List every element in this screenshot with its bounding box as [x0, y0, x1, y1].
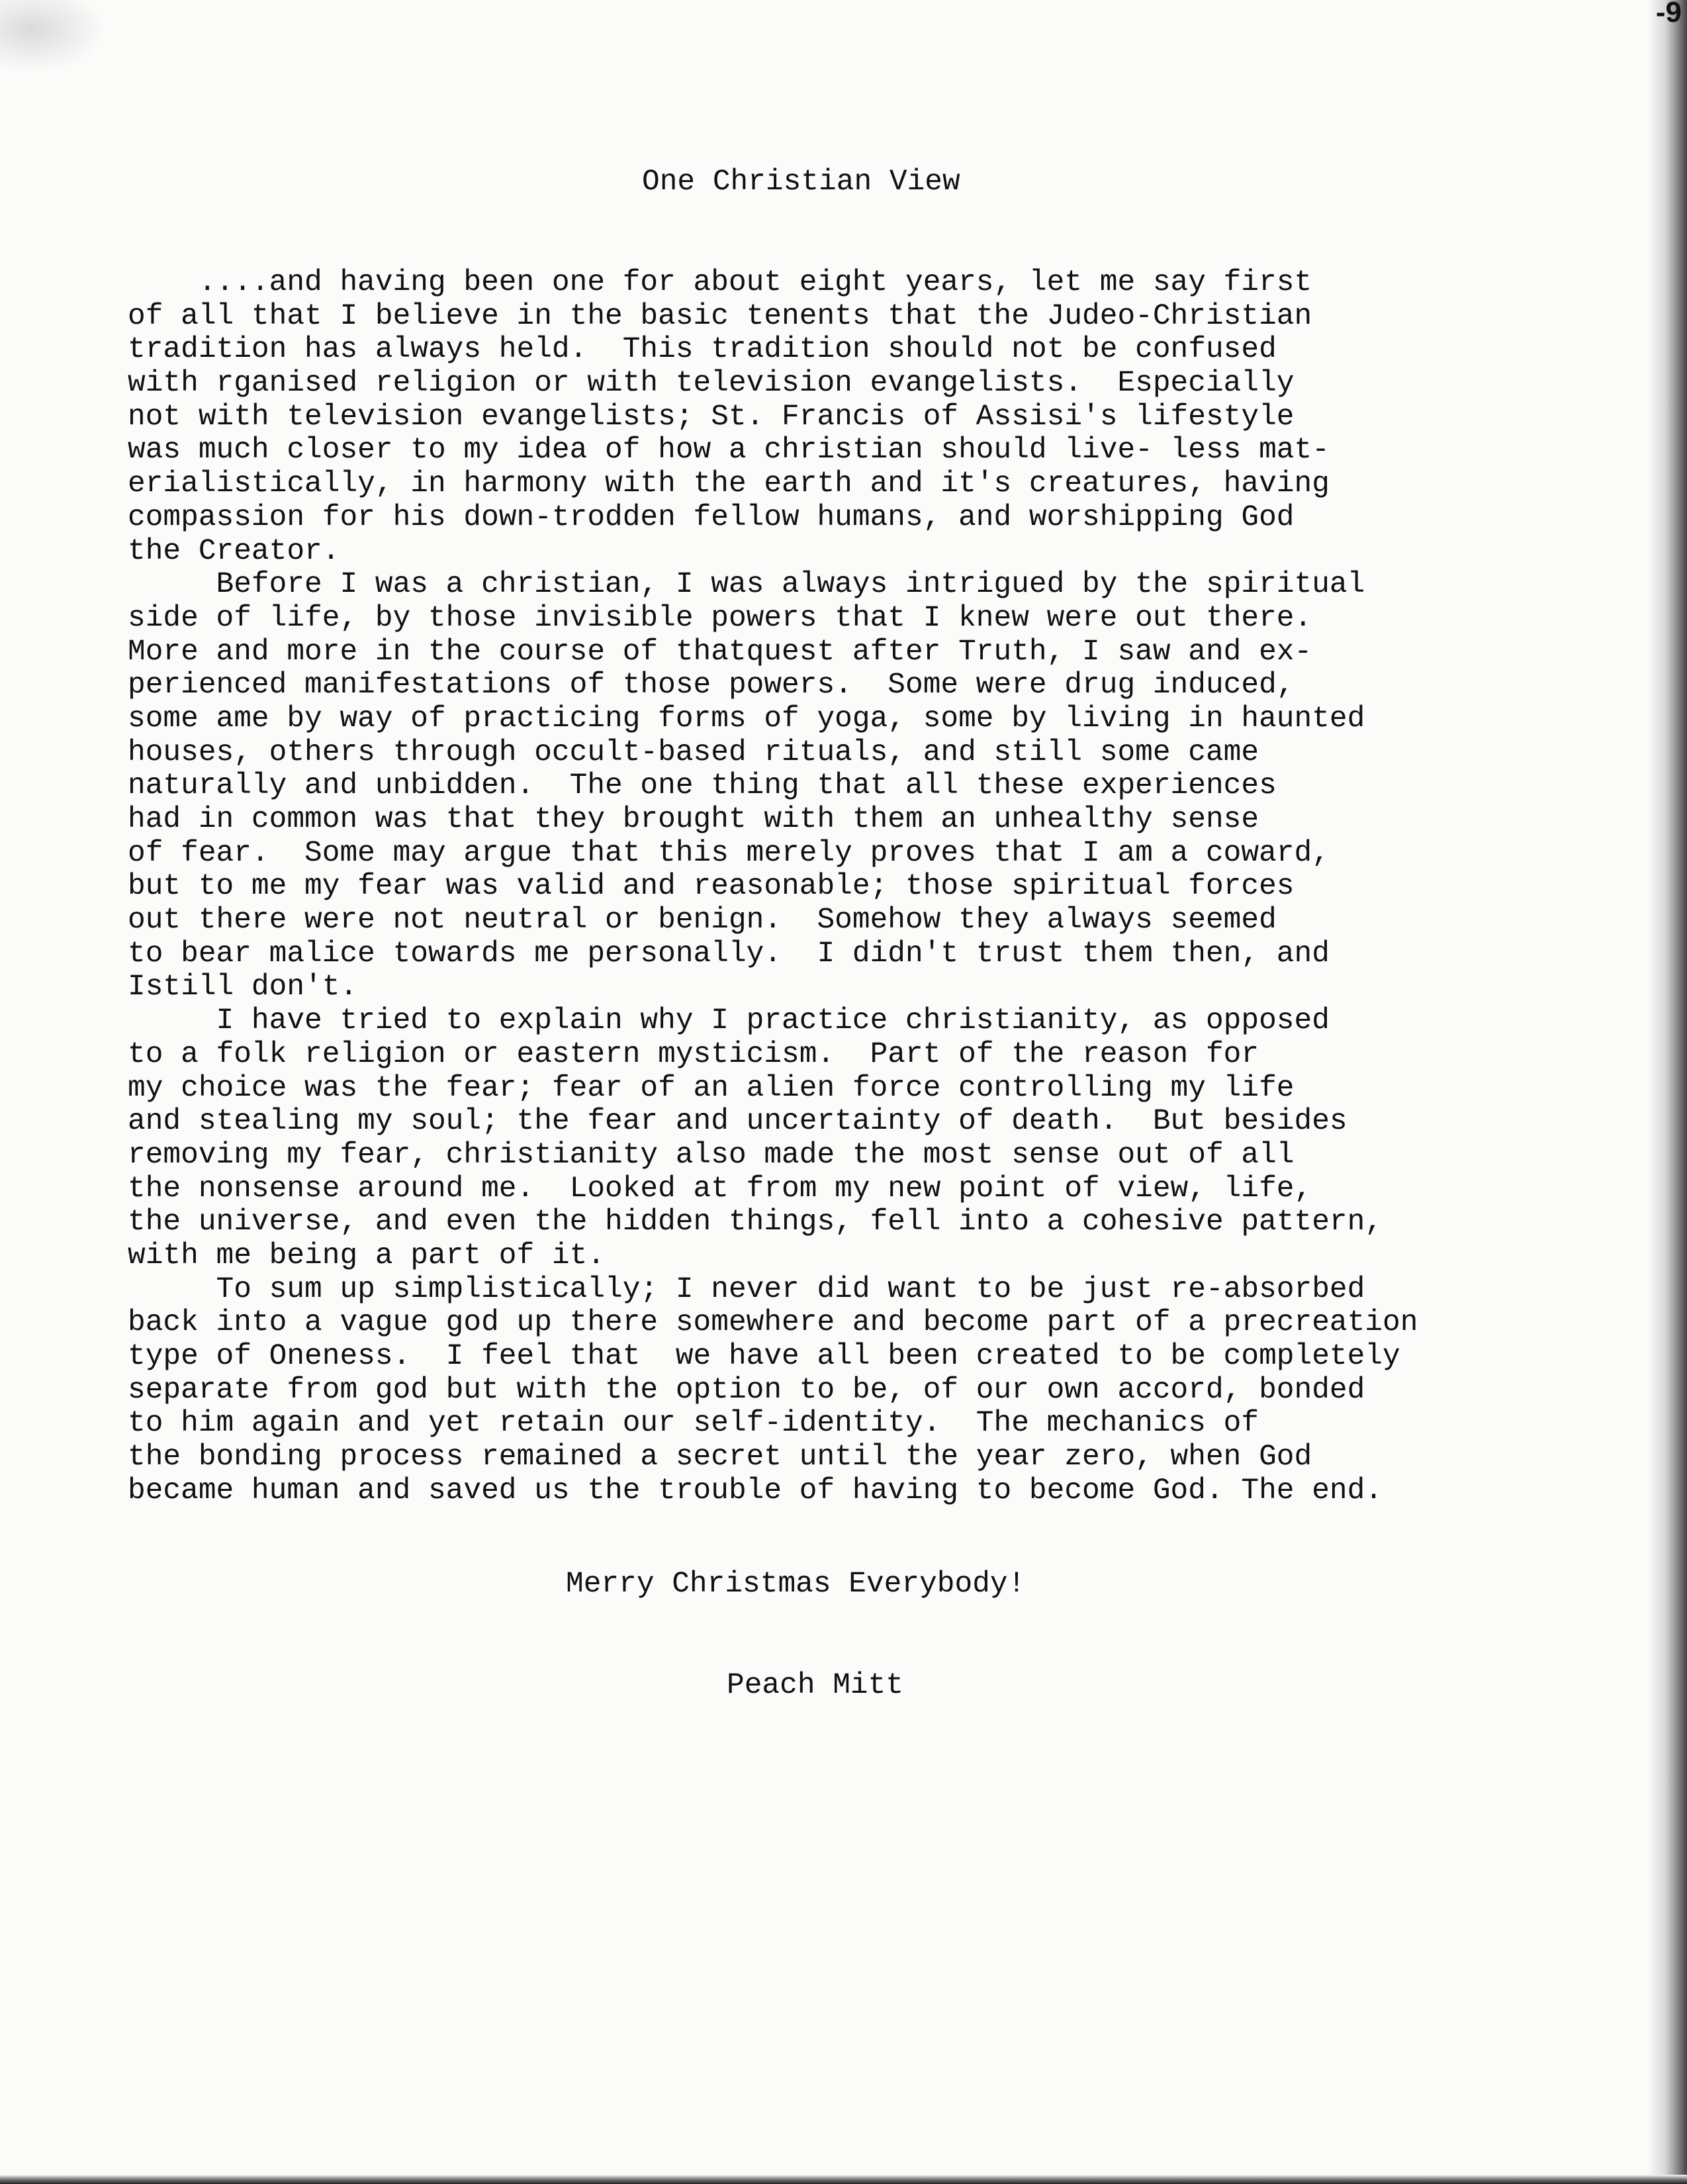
text-line: to a folk religion or eastern mysticism. Part of the reason for: [128, 1037, 1259, 1071]
text-line: side of life, by those invisible powers that I knew were out there.: [128, 601, 1312, 635]
text-line: my choice was the fear; fear of an alien force controlling my life: [128, 1071, 1295, 1105]
text-line: became human and saved us the trouble of having to become God. The end.: [128, 1474, 1383, 1507]
text-line: separate from god but with the option to be, of our own accord, bonded: [128, 1373, 1365, 1407]
text-line: with rganised religion or with television evangelists. Especially: [128, 367, 1295, 401]
text-line: the universe, and even the hidden things, fell into a cohesive pattern,: [128, 1206, 1383, 1239]
text-line: tradition has always held. This tradition should not be confused: [128, 333, 1277, 367]
text-line: to bear malice towards me personally. I didn't trust them then, and: [128, 937, 1330, 971]
scan-smudge: [0, 0, 106, 73]
text-line: To sum up simplistically; I never did want to be just re-absorbed: [128, 1272, 1365, 1306]
text-line: the Creator.: [128, 534, 340, 568]
text-line: to him again and yet retain our self-identity. The mechanics of: [128, 1407, 1259, 1441]
text-line: perienced manifestations of those powers. Some were drug induced,: [128, 669, 1295, 702]
text-line: some ame by way of practicing forms of yoga, some by living in haunted: [128, 702, 1365, 736]
text-line: naturally and unbidden. The one thing that all these experiences: [128, 769, 1277, 803]
text-line: out there were not neutral or benign. Somehow they always seemed: [128, 904, 1277, 937]
text-line: Istill don't.: [128, 971, 358, 1004]
text-line: Before I was a christian, I was always intrigued by the spiritual: [128, 568, 1365, 602]
text-line: with me being a part of it.: [128, 1239, 606, 1272]
text-line: of fear. Some may argue that this merely proves that I am a coward,: [128, 836, 1330, 870]
text-line: and stealing my soul; the fear and uncertainty of death. But besides: [128, 1105, 1347, 1139]
paragraph-3: [128, 1004, 1604, 1273]
text-line: but to me my fear was valid and reasonable; those spiritual forces: [128, 870, 1295, 904]
text-line: not with television evangelists; St. Francis of Assisi's lifestyle: [128, 400, 1295, 434]
author-signature: Peach Mitt: [727, 1669, 904, 1702]
text-line: type of Oneness. I feel that we have all been created to be completely: [128, 1340, 1400, 1373]
body-text: [128, 266, 1604, 1507]
scan-bottom-edge: [0, 2175, 1687, 2184]
text-line: I have tried to explain why I practice christianity, as opposed: [128, 1004, 1330, 1038]
text-line: compassion for his down-trodden fellow humans, and worshipping God: [128, 500, 1295, 534]
scan-right-edge: [1647, 0, 1687, 2184]
text-line: houses, others through occult-based rituals, and still some came: [128, 736, 1259, 769]
text-line: erialistically, in harmony with the earth and it's creatures, having: [128, 467, 1330, 501]
document-title: One Christian View: [642, 166, 960, 199]
closing-line: Merry Christmas Everybody!: [566, 1568, 1026, 1601]
text-line: back into a vague god up there somewhere and become part of a precreation: [128, 1306, 1418, 1340]
paragraph-2: [128, 568, 1604, 1004]
paragraph-4: [128, 1273, 1604, 1508]
text-line: was much closer to my idea of how a christian should live- less mat-: [128, 434, 1330, 467]
text-line: More and more in the course of thatquest after Truth, I saw and ex-: [128, 635, 1312, 669]
text-line: of all that I believe in the basic tenents that the Judeo-Christian: [128, 299, 1312, 333]
text-line: the bonding process remained a secret until the year zero, when God: [128, 1441, 1312, 1474]
text-line: the nonsense around me. Looked at from my new point of view, life,: [128, 1172, 1312, 1206]
text-line: removing my fear, christianity also made the most sense out of all: [128, 1138, 1295, 1172]
text-line: had in common was that they brought with them an unhealthy sense: [128, 803, 1259, 836]
text-line: ....and having been one for about eight years, let me say first: [128, 266, 1312, 299]
page-number: -9: [1655, 0, 1682, 28]
paragraph-1: [128, 266, 1604, 568]
